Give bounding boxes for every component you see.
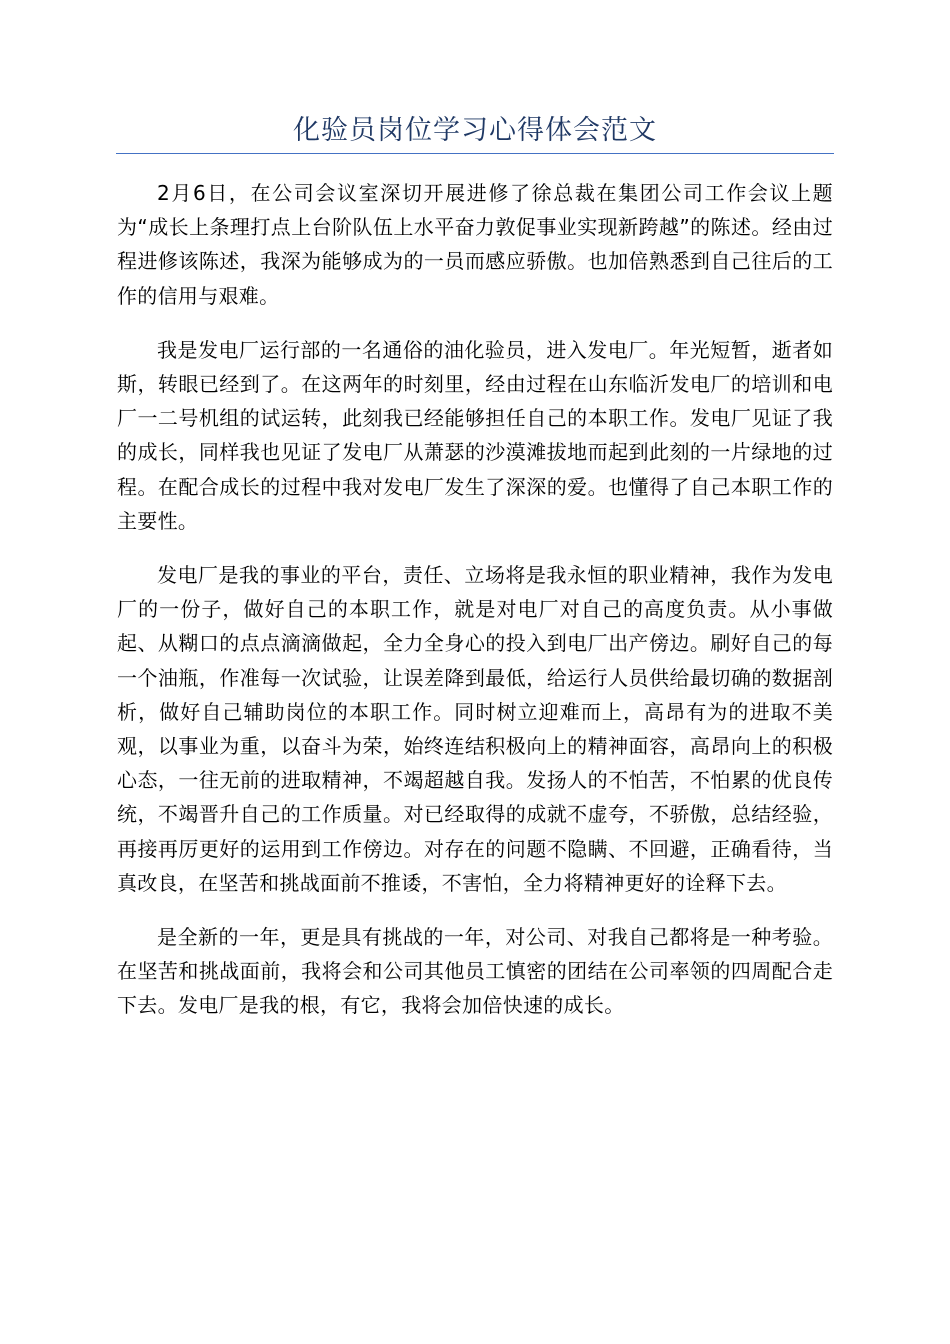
paragraph-3: 发电厂是我的事业的平台，责任、立场将是我永恒的职业精神，我作为发电厂的一份子，做好自己的本职工作，就是对电厂对自己的高度负责。从小事做起、从糊口的点点滴滴做起，全力全身心的投入到电厂出产傍边。刷好自己的每一个油瓶，作准每一次试验，让误差降到最低，给运行人员供给最切确的数据剖析，做好自己辅助岗位的本职工作。同时树立迎难而上，高昂有为的进取不美观，以事业为重，以奋斗为荣，始终连结积极向上的精神面容，高昂向上的积极心态，一往无前的进取精神，不竭超越自我。发扬人的不怕苦，不怕累的优良传统，不竭晋升自己的工作质量。对已经取得的成就不虚夸，不骄傲，总结经验，再接再厉更好的运用到工作傍边。对存在的问题不隐瞒、不回避，正确看待，当真改良，在坚苦和挑战面前不推诿，不害怕，全力将精神更好的诠释下去。 (117, 563, 833, 895)
document-title: 化验员岗位学习心得体会范文 (293, 115, 657, 146)
title-underline (116, 153, 834, 154)
paragraph-1: 2月6日，在公司会议室深切开展进修了徐总裁在集团公司工作会议上题为“成长上条理打点上台阶队伍上水平奋力敦促事业实现新跨越”的陈述。经由过程进修该陈述，我深为能够成为的一员而感应骄傲。也加倍熟悉到自己往后的工作的信用与艰难。 (117, 181, 833, 308)
document-body (117, 176, 833, 1043)
paragraph-2: 我是发电厂运行部的一名通俗的油化验员，进入发电厂。年光短暂，逝者如斯，转眼已经到了。在这两年的时刻里，经由过程在山东临沂发电厂的培训和电厂一二号机组的试运转，此刻我已经能够担任自己的本职工作。发电厂见证了我的成长，同样我也见证了发电厂从萧瑟的沙漠滩拔地而起到此刻的一片绿地的过程。在配合成长的过程中我对发电厂发生了深深的爱。也懂得了自己本职工作的主要性。 (117, 337, 833, 533)
paragraph-4: 是全新的一年，更是具有挑战的一年，对公司、对我自己都将是一种考验。在坚苦和挑战面前，我将会和公司其他员工慎密的团结在公司率领的四周配合走下去。发电厂是我的根，有它，我将会加倍快速的成长。 (117, 925, 833, 1018)
